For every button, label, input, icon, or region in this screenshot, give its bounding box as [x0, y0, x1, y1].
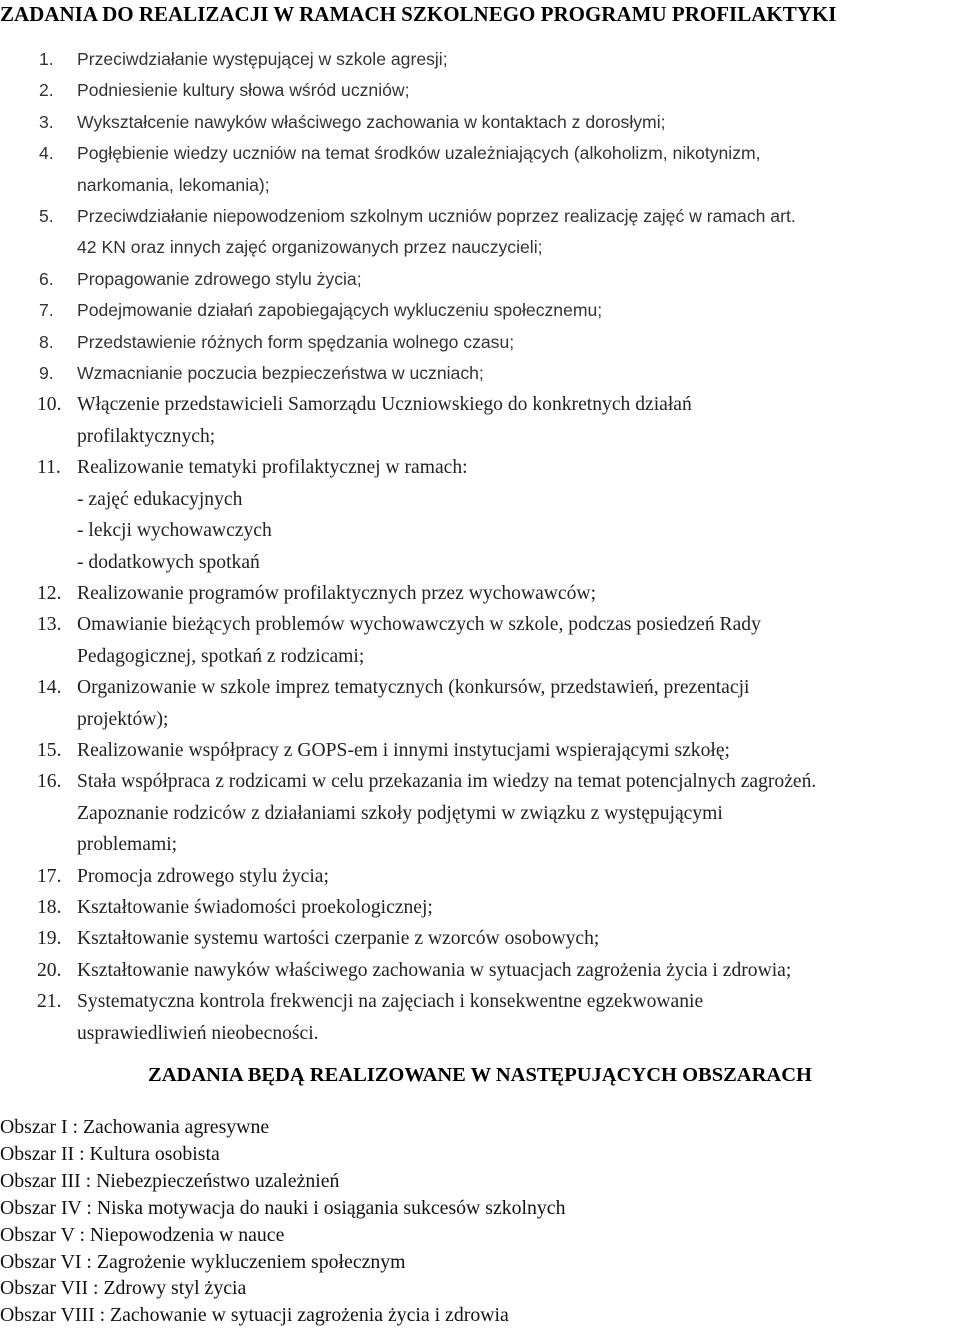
list-item-text: Promocja zdrowego stylu życia;: [77, 865, 329, 887]
list-item-text: Realizowanie współpracy z GOPS-em i innymi instytucjami wspierającymi szkołę;: [77, 739, 730, 761]
list-item: [0, 138, 960, 201]
list-item: [0, 735, 960, 766]
list-item-text: profilaktycznych;: [77, 425, 216, 447]
list-item-text: problemami;: [77, 834, 178, 856]
list-item: [0, 892, 960, 923]
list-item: [0, 609, 960, 672]
list-item-text: Przedstawienie różnych form spędzania wolnego czasu;: [77, 331, 515, 352]
list-item-number: 13.: [37, 614, 62, 636]
list-item-text: Systematyczna kontrola frekwencji na zajęciach i konsekwentne egzekwowanie: [77, 991, 704, 1013]
list-item-number: 18.: [37, 896, 62, 918]
areas-heading: ZADANIA BĘDĄ REALIZOWANE W NASTĘPUJĄCYCH OBSZARACH: [148, 1064, 812, 1086]
area-item: Obszar VII : Zdrowy styl życia: [0, 1277, 247, 1300]
list-item: [0, 861, 960, 892]
list-item: [0, 452, 960, 578]
list-item: [0, 295, 960, 326]
list-item: [0, 358, 960, 389]
area-item: Obszar IV : Niska motywacja do nauki i osiągania sukcesów szkolnych: [0, 1196, 566, 1219]
area-item: Obszar V : Niepowodzenia w nauce: [0, 1223, 285, 1246]
list-item-text: Przeciwdziałanie niepowodzeniom szkolnym uczniów poprzez realizację zajęć w ramach art.: [77, 206, 796, 227]
list-item: [0, 107, 960, 138]
list-item-text: projektów);: [77, 708, 169, 730]
list-item: [0, 201, 960, 264]
list-item-number: 1.: [39, 49, 54, 69]
list-item-number: 19.: [37, 928, 62, 950]
list-item-text: Kształtowanie świadomości proekologicznej;: [77, 896, 433, 918]
area-item: Obszar VIII : Zachowanie w sytuacji zagrożenia życia i zdrowia: [0, 1304, 509, 1327]
list-item-text: Zapoznanie rodziców z działaniami szkoły podjętymi w związku z występującymi: [77, 802, 723, 824]
list-item-text: 42 KN oraz innych zajęć organizowanych przez nauczycieli;: [77, 237, 543, 258]
page-title: ZADANIA DO REALIZACJI W RAMACH SZKOLNEGO PROGRAMU PROFILAKTYKI: [0, 2, 837, 26]
list-item-text: Kształtowanie nawyków właściwego zachowania w sytuacjach zagrożenia życia i zdrowia;: [77, 959, 792, 981]
list-item-text: Pogłębienie wiedzy uczniów na temat środków uzależniających (alkoholizm, nikotynizm,: [77, 143, 761, 164]
list-item-text: - lekcji wychowawczych: [77, 520, 272, 542]
task-list: [0, 44, 960, 1049]
list-item-number: 4.: [39, 143, 54, 164]
area-item: Obszar II : Kultura osobista: [0, 1142, 220, 1165]
list-item-number: 14.: [37, 677, 62, 699]
list-item-text: Podniesienie kultury słowa wśród uczniów;: [77, 80, 410, 101]
list-item: [0, 75, 960, 106]
list-item-number: 16.: [37, 771, 62, 793]
areas-list: [0, 1114, 565, 1329]
area-item: Obszar I : Zachowania agresywne: [0, 1116, 270, 1138]
list-item-text: Propagowanie zdrowego stylu życia;: [77, 268, 362, 289]
area-item: Obszar III : Niebezpieczeństwo uzależnień: [0, 1169, 340, 1192]
list-item-text: - zajęć edukacyjnych: [77, 488, 243, 510]
list-item-text: usprawiedliwień nieobecności.: [77, 1022, 319, 1044]
list-item-number: 9.: [39, 363, 54, 384]
list-item-number: 12.: [37, 582, 62, 604]
list-item-number: 2.: [39, 80, 54, 101]
list-item-number: 17.: [37, 865, 62, 887]
list-item-number: 3.: [39, 111, 54, 132]
list-item: [0, 986, 960, 1049]
list-item-text: Realizowanie tematyki profilaktycznej w ramach:: [77, 457, 468, 479]
list-item-text: Omawianie bieżących problemów wychowawczych w szkole, podczas posiedzeń Rady: [77, 614, 761, 636]
list-item: [0, 264, 960, 295]
list-item: [0, 955, 960, 986]
list-item-number: 7.: [39, 300, 54, 321]
list-item-text: Podejmowanie działań zapobiegających wykluczeniu społecznemu;: [77, 300, 603, 321]
list-item-number: 11.: [37, 457, 61, 479]
list-item-number: 6.: [39, 268, 54, 289]
list-item-text: Wzmacnianie poczucia bezpieczeństwa w uczniach;: [77, 363, 484, 384]
list-item-number: 5.: [39, 206, 54, 227]
list-item-number: 10.: [37, 394, 62, 416]
list-item-number: 20.: [37, 959, 62, 981]
list-item: [0, 578, 960, 609]
list-item-text: Kształtowanie systemu wartości czerpanie z wzorców osobowych;: [77, 928, 600, 950]
list-item-text: Pedagogicznej, spotkań z rodzicami;: [77, 645, 365, 667]
list-item: [0, 766, 960, 860]
list-item-number: 15.: [37, 739, 62, 761]
list-item-text: Włączenie przedstawicieli Samorządu Uczniowskiego do konkretnych działań: [77, 394, 692, 416]
list-item-text: Organizowanie w szkole imprez tematycznych (konkursów, przedstawień, prezentacji: [77, 677, 750, 699]
list-item: [0, 923, 960, 954]
list-item-text: Wykształcenie nawyków właściwego zachowania w kontaktach z dorosłymi;: [77, 111, 666, 132]
list-item: [0, 327, 960, 358]
list-item-number: 21.: [37, 991, 62, 1013]
list-item: [0, 389, 960, 452]
list-item-text: narkomania, lekomania);: [77, 174, 270, 195]
list-item-text: Przeciwdziałanie występującej w szkole agresji;: [77, 49, 448, 69]
area-item: Obszar VI : Zagrożenie wykluczeniem społecznym: [0, 1250, 406, 1273]
list-item-number: 8.: [39, 331, 54, 352]
list-item: [0, 672, 960, 735]
list-item: [0, 44, 960, 75]
list-item-text: Realizowanie programów profilaktycznych przez wychowawców;: [77, 582, 597, 604]
list-item-text: - dodatkowych spotkań: [77, 551, 260, 573]
list-item-text: Stała współpraca z rodzicami w celu przekazania im wiedzy na temat potencjalnych zagrożeń.: [77, 771, 817, 793]
